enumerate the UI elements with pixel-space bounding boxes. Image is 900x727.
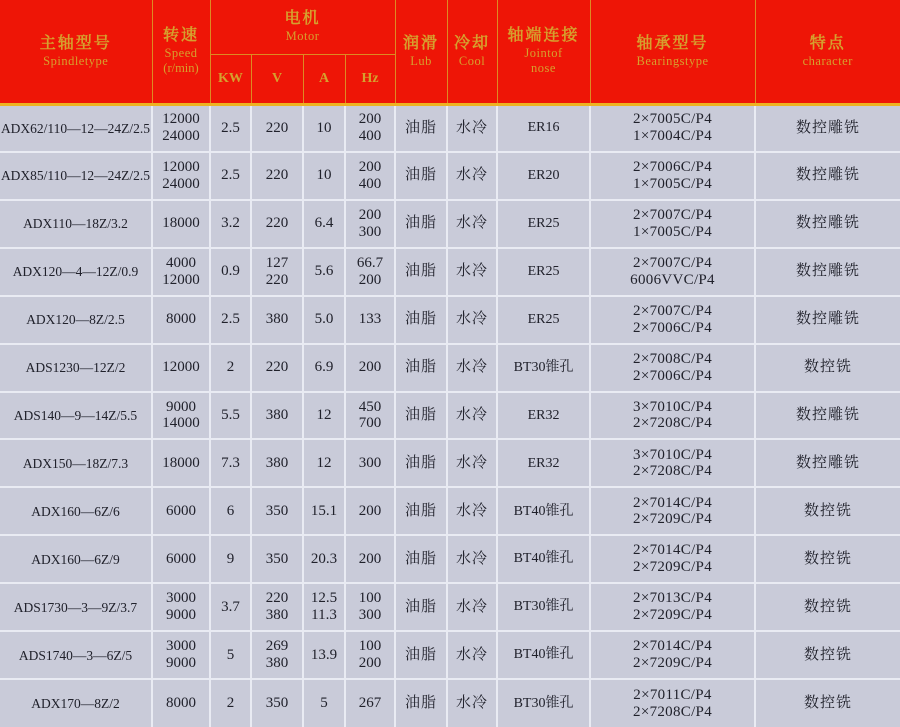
header-spindle-type — [0, 0, 152, 104]
header-bearings — [590, 0, 755, 104]
cell-speed: 6000 — [152, 487, 210, 535]
header-character — [755, 0, 900, 104]
cell-model: ADX170—8Z/2 — [0, 679, 152, 727]
header-speed-en: Speed — [164, 46, 198, 61]
cell-character: 数控铣 — [755, 583, 900, 631]
header-spindle-type-zh: 主轴型号 — [39, 34, 112, 52]
cell-v: 350 — [251, 487, 303, 535]
cell-lub: 油脂 — [395, 487, 447, 535]
table-row — [0, 296, 900, 344]
header-spindle-type-en: Spindletype — [43, 53, 109, 68]
cell-a: 12 — [303, 392, 345, 440]
cell-kw: 9 — [210, 535, 251, 583]
header-cool — [447, 0, 497, 104]
cell-v: 380 — [251, 392, 303, 440]
cell-a: 20.3 — [303, 535, 345, 583]
cell-a: 12 — [303, 439, 345, 487]
cell-character: 数控铣 — [755, 631, 900, 679]
cell-bearings: 2×7013C/P4 2×7209C/P4 — [590, 583, 755, 631]
cell-kw: 7.3 — [210, 439, 251, 487]
cell-kw: 3.2 — [210, 200, 251, 248]
cell-joint: BT40锥孔 — [497, 631, 590, 679]
header-motor-a: A — [303, 54, 345, 104]
cell-character: 数控雕铣 — [755, 392, 900, 440]
cell-kw: 6 — [210, 487, 251, 535]
header-motor-hz: Hz — [345, 54, 395, 104]
cell-joint: BT40锥孔 — [497, 487, 590, 535]
cell-hz: 450 700 — [345, 392, 395, 440]
header-motor — [210, 0, 395, 54]
cell-v: 127 220 — [251, 248, 303, 296]
table-row — [0, 392, 900, 440]
header-speed — [152, 0, 210, 104]
header-lub — [395, 0, 447, 104]
cell-bearings: 2×7007C/P4 6006VVC/P4 — [590, 248, 755, 296]
cell-joint: BT40锥孔 — [497, 535, 590, 583]
header-joint — [497, 0, 590, 104]
cell-hz: 200 — [345, 487, 395, 535]
cell-bearings: 2×7008C/P4 2×7006C/P4 — [590, 344, 755, 392]
cell-character: 数控铣 — [755, 344, 900, 392]
header-cool-en: Cool — [458, 53, 486, 68]
header-lub-en: Lub — [410, 53, 432, 68]
cell-cool: 水冷 — [447, 248, 497, 296]
cell-hz: 133 — [345, 296, 395, 344]
cell-v: 380 — [251, 439, 303, 487]
cell-cool: 水冷 — [447, 104, 497, 152]
cell-bearings: 2×7011C/P4 2×7208C/P4 — [590, 679, 755, 727]
cell-joint: ER20 — [497, 152, 590, 200]
cell-kw: 2 — [210, 344, 251, 392]
cell-lub: 油脂 — [395, 631, 447, 679]
cell-character: 数控雕铣 — [755, 248, 900, 296]
cell-model: ADX85/110—12—24Z/2.5 — [0, 152, 152, 200]
cell-v: 220 — [251, 152, 303, 200]
cell-model: ADS1730—3—9Z/3.7 — [0, 583, 152, 631]
cell-hz: 200 300 — [345, 200, 395, 248]
cell-kw: 2.5 — [210, 152, 251, 200]
cell-speed: 9000 14000 — [152, 392, 210, 440]
table-row — [0, 344, 900, 392]
cell-lub: 油脂 — [395, 296, 447, 344]
cell-cool: 水冷 — [447, 200, 497, 248]
cell-lub: 油脂 — [395, 248, 447, 296]
header-motor-kw: KW — [210, 54, 251, 104]
header-speed-zh: 转速 — [162, 27, 199, 45]
table-row — [0, 679, 900, 727]
cell-speed: 12000 — [152, 344, 210, 392]
cell-model: ADX150—18Z/7.3 — [0, 439, 152, 487]
cell-character: 数控雕铣 — [755, 439, 900, 487]
header-speed-unit: (r/min) — [163, 61, 199, 76]
cell-bearings: 2×7007C/P4 2×7006C/P4 — [590, 296, 755, 344]
cell-speed: 8000 — [152, 296, 210, 344]
cell-a: 5.0 — [303, 296, 345, 344]
cell-hz: 200 400 — [345, 104, 395, 152]
header-lub-zh: 润滑 — [403, 34, 440, 52]
cell-hz: 300 — [345, 439, 395, 487]
cell-model: ADS140—9—14Z/5.5 — [0, 392, 152, 440]
cell-kw: 2 — [210, 679, 251, 727]
cell-model: ADS1740—3—6Z/5 — [0, 631, 152, 679]
table-header — [0, 0, 900, 104]
cell-speed: 12000 24000 — [152, 104, 210, 152]
cell-speed: 12000 24000 — [152, 152, 210, 200]
cell-cool: 水冷 — [447, 296, 497, 344]
cell-bearings: 2×7007C/P4 1×7005C/P4 — [590, 200, 755, 248]
table-row — [0, 200, 900, 248]
cell-hz: 267 — [345, 679, 395, 727]
cell-lub: 油脂 — [395, 392, 447, 440]
header-bearings-en: Bearingstype — [636, 53, 709, 68]
cell-speed: 18000 — [152, 439, 210, 487]
cell-speed: 4000 12000 — [152, 248, 210, 296]
cell-joint: ER16 — [497, 104, 590, 152]
cell-lub: 油脂 — [395, 439, 447, 487]
cell-a: 6.9 — [303, 344, 345, 392]
table-row — [0, 439, 900, 487]
cell-cool: 水冷 — [447, 679, 497, 727]
cell-cool: 水冷 — [447, 631, 497, 679]
cell-character: 数控雕铣 — [755, 152, 900, 200]
table-row — [0, 535, 900, 583]
cell-lub: 油脂 — [395, 200, 447, 248]
header-character-zh: 特点 — [809, 34, 846, 52]
cell-speed: 18000 — [152, 200, 210, 248]
cell-speed: 3000 9000 — [152, 631, 210, 679]
cell-bearings: 2×7014C/P4 2×7209C/P4 — [590, 631, 755, 679]
cell-cool: 水冷 — [447, 535, 497, 583]
cell-hz: 200 — [345, 344, 395, 392]
cell-character: 数控雕铣 — [755, 296, 900, 344]
header-joint-en1: Jointof — [524, 46, 563, 61]
cell-joint: ER25 — [497, 248, 590, 296]
header-joint-en2: nose — [531, 61, 556, 76]
cell-lub: 油脂 — [395, 152, 447, 200]
cell-v: 220 — [251, 344, 303, 392]
header-motor-v: V — [251, 54, 303, 104]
cell-v: 350 — [251, 679, 303, 727]
cell-bearings: 2×7005C/P4 1×7004C/P4 — [590, 104, 755, 152]
cell-character: 数控雕铣 — [755, 104, 900, 152]
cell-character: 数控铣 — [755, 487, 900, 535]
cell-lub: 油脂 — [395, 344, 447, 392]
cell-hz: 200 400 — [345, 152, 395, 200]
cell-a: 13.9 — [303, 631, 345, 679]
header-cool-zh: 冷却 — [454, 34, 491, 52]
cell-lub: 油脂 — [395, 104, 447, 152]
cell-a: 5.6 — [303, 248, 345, 296]
cell-cool: 水冷 — [447, 439, 497, 487]
cell-bearings: 3×7010C/P4 2×7208C/P4 — [590, 439, 755, 487]
cell-speed: 6000 — [152, 535, 210, 583]
cell-cool: 水冷 — [447, 487, 497, 535]
table-row — [0, 487, 900, 535]
cell-character: 数控铣 — [755, 535, 900, 583]
cell-a: 10 — [303, 104, 345, 152]
cell-v: 220 — [251, 200, 303, 248]
cell-model: ADX62/110—12—24Z/2.5 — [0, 104, 152, 152]
header-motor-zh: 电机 — [284, 10, 321, 28]
table-row — [0, 248, 900, 296]
table-row — [0, 152, 900, 200]
cell-cool: 水冷 — [447, 344, 497, 392]
cell-a: 12.5 11.3 — [303, 583, 345, 631]
cell-cool: 水冷 — [447, 152, 497, 200]
header-motor-en: Motor — [285, 29, 320, 44]
cell-hz: 66.7 200 — [345, 248, 395, 296]
cell-hz: 100 300 — [345, 583, 395, 631]
cell-model: ADX120—4—12Z/0.9 — [0, 248, 152, 296]
cell-hz: 200 — [345, 535, 395, 583]
cell-kw: 5 — [210, 631, 251, 679]
cell-bearings: 3×7010C/P4 2×7208C/P4 — [590, 392, 755, 440]
cell-a: 10 — [303, 152, 345, 200]
cell-kw: 5.5 — [210, 392, 251, 440]
table-row — [0, 631, 900, 679]
cell-kw: 3.7 — [210, 583, 251, 631]
cell-joint: ER32 — [497, 392, 590, 440]
cell-a: 6.4 — [303, 200, 345, 248]
cell-v: 220 380 — [251, 583, 303, 631]
cell-model: ADX160—6Z/9 — [0, 535, 152, 583]
cell-v: 350 — [251, 535, 303, 583]
cell-cool: 水冷 — [447, 583, 497, 631]
table-row — [0, 583, 900, 631]
cell-kw: 2.5 — [210, 104, 251, 152]
table-row — [0, 104, 900, 152]
table-body — [0, 104, 900, 727]
cell-lub: 油脂 — [395, 583, 447, 631]
cell-model: ADS1230—12Z/2 — [0, 344, 152, 392]
cell-v: 380 — [251, 296, 303, 344]
header-bearings-zh: 轴承型号 — [636, 34, 709, 52]
cell-character: 数控铣 — [755, 679, 900, 727]
cell-model: ADX160—6Z/6 — [0, 487, 152, 535]
cell-speed: 8000 — [152, 679, 210, 727]
cell-joint: ER25 — [497, 200, 590, 248]
cell-joint: BT30锥孔 — [497, 583, 590, 631]
cell-v: 269 380 — [251, 631, 303, 679]
cell-kw: 2.5 — [210, 296, 251, 344]
cell-cool: 水冷 — [447, 392, 497, 440]
cell-joint: ER25 — [497, 296, 590, 344]
cell-model: ADX110—18Z/3.2 — [0, 200, 152, 248]
cell-kw: 0.9 — [210, 248, 251, 296]
cell-joint: BT30锥孔 — [497, 679, 590, 727]
cell-joint: ER32 — [497, 439, 590, 487]
cell-lub: 油脂 — [395, 535, 447, 583]
cell-lub: 油脂 — [395, 679, 447, 727]
header-joint-zh: 轴端连接 — [507, 27, 580, 45]
cell-a: 15.1 — [303, 487, 345, 535]
cell-hz: 100 200 — [345, 631, 395, 679]
cell-v: 220 — [251, 104, 303, 152]
cell-speed: 3000 9000 — [152, 583, 210, 631]
cell-joint: BT30锥孔 — [497, 344, 590, 392]
cell-bearings: 2×7014C/P4 2×7209C/P4 — [590, 535, 755, 583]
cell-bearings: 2×7006C/P4 1×7005C/P4 — [590, 152, 755, 200]
header-character-en: character — [802, 53, 853, 68]
cell-model: ADX120—8Z/2.5 — [0, 296, 152, 344]
cell-a: 5 — [303, 679, 345, 727]
cell-bearings: 2×7014C/P4 2×7209C/P4 — [590, 487, 755, 535]
cell-character: 数控雕铣 — [755, 200, 900, 248]
